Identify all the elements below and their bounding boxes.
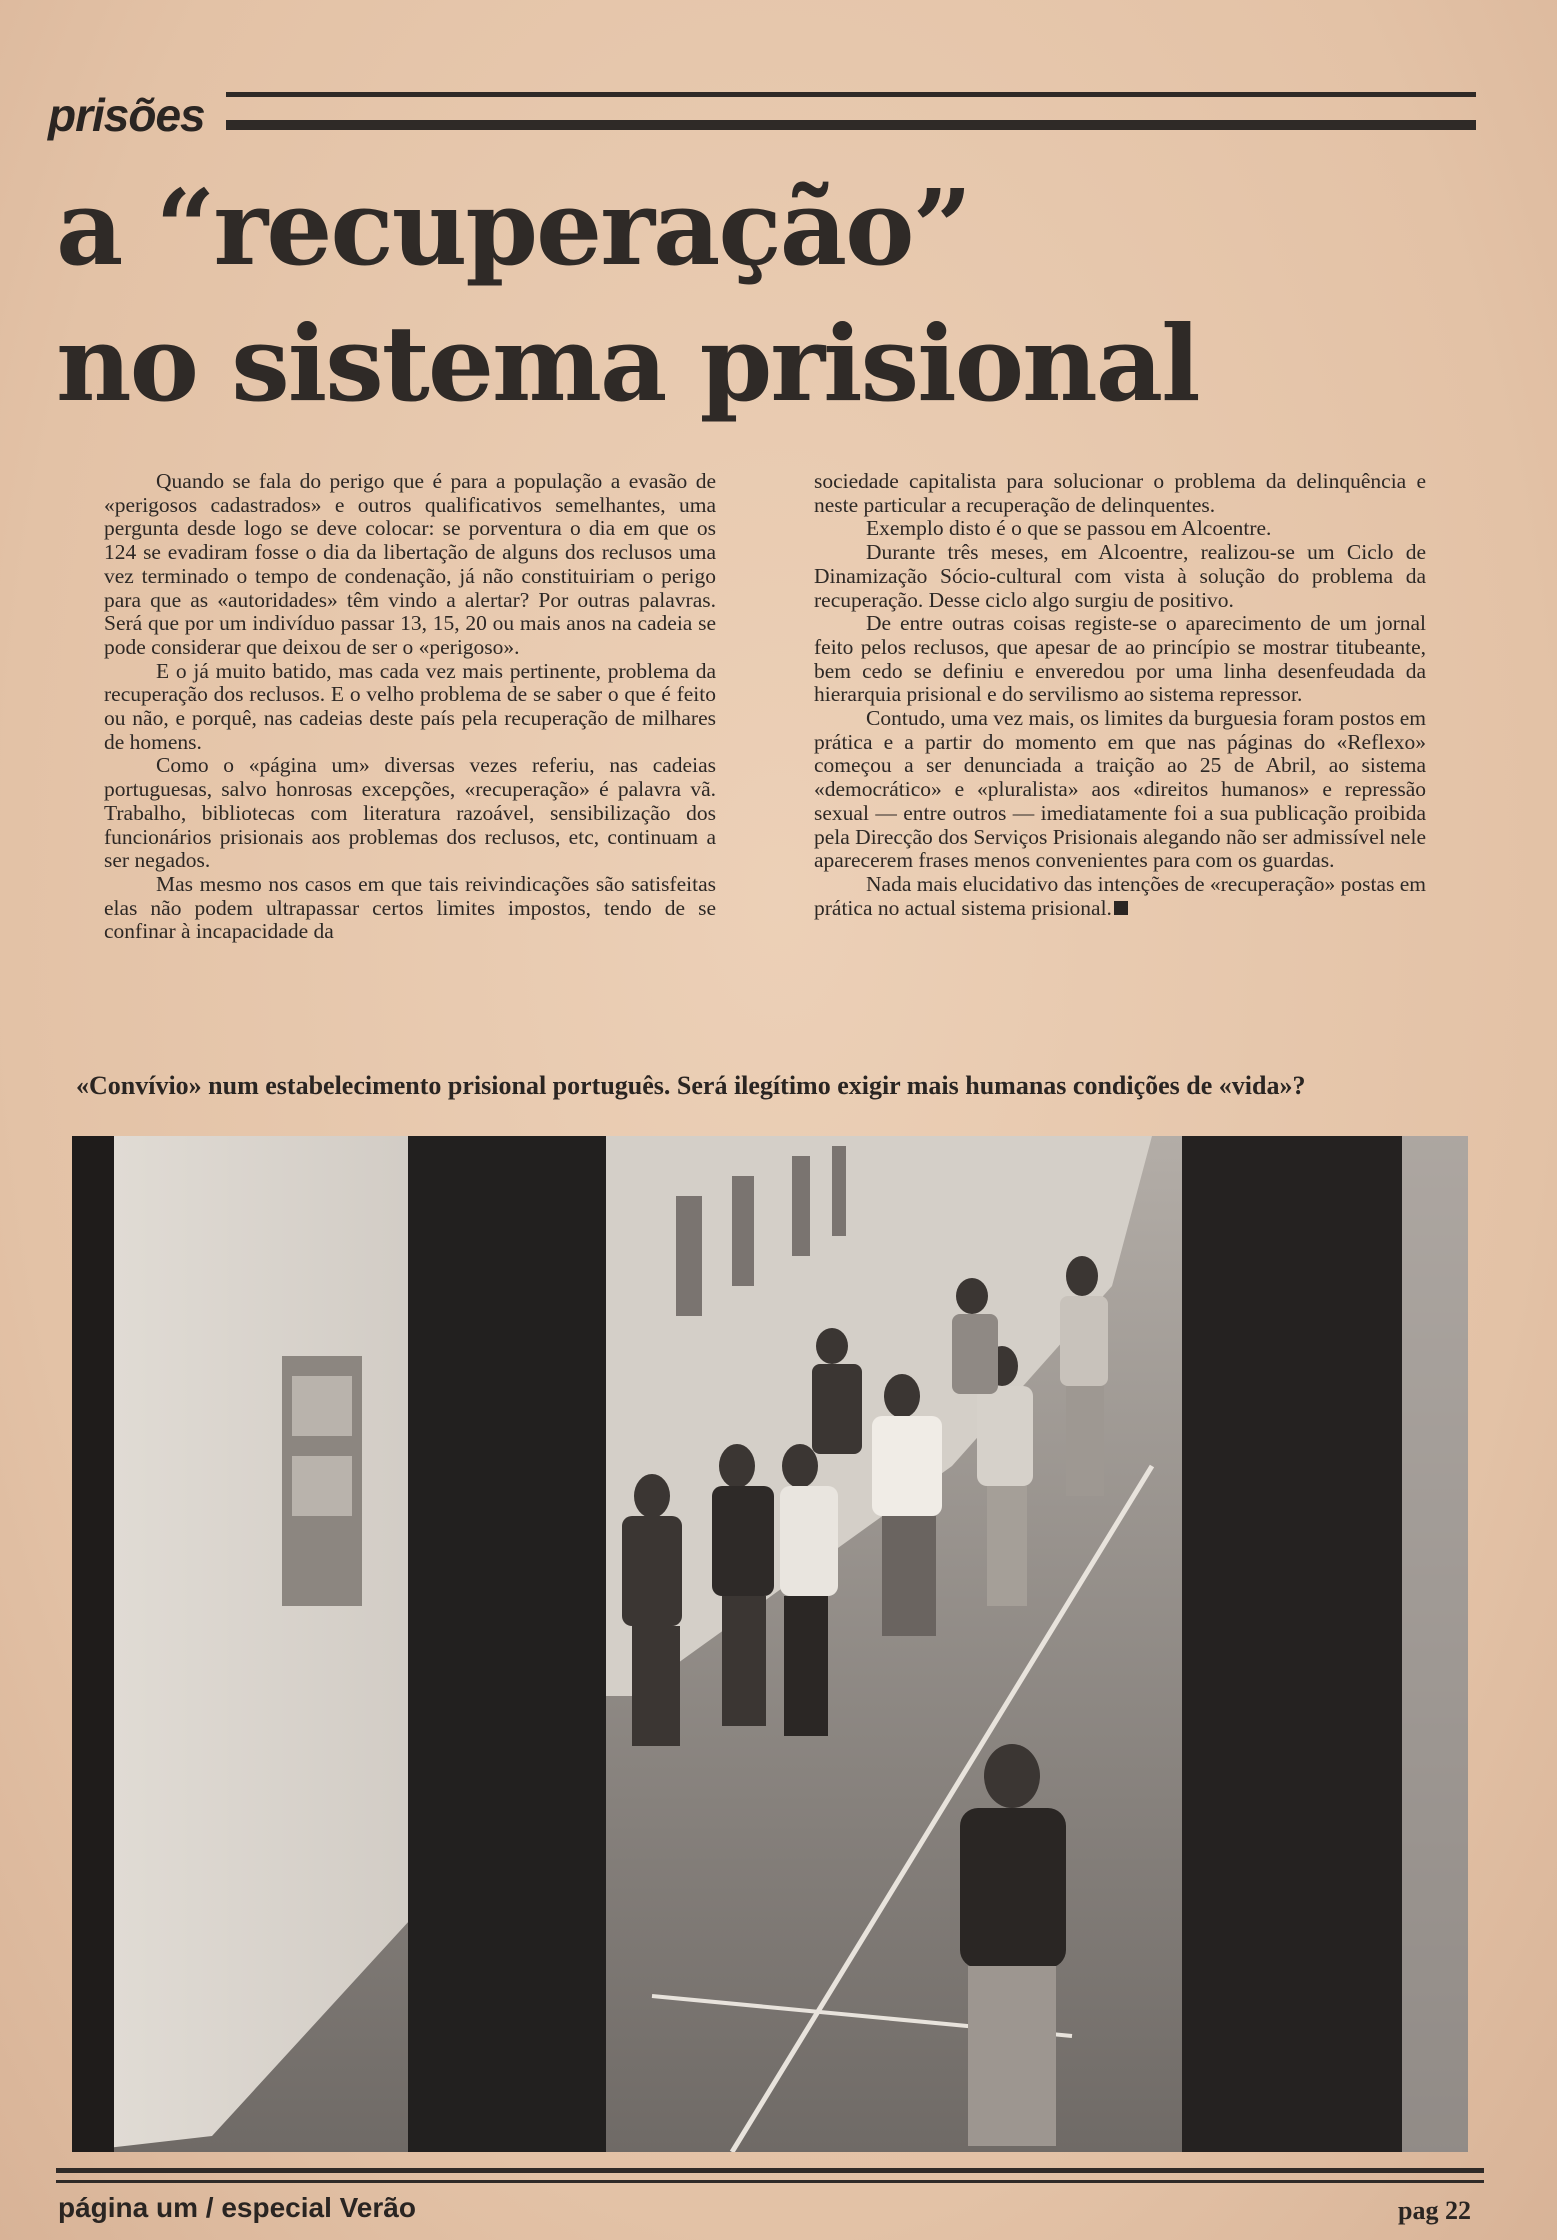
header-rule-thick [226, 120, 1476, 130]
photo-caption: «Convívio» num estabelecimento prisional português. Será ilegítimo exigir mais humanas condições de «vida»? [76, 1071, 1306, 1100]
paragraph: Contudo, uma vez mais, os limites da burguesia foram postos em prática e a partir do momento em que nas páginas do «Reflexo» começou a ser denunciada a traição ao 25 de Abril, ao sistema «democrático» e «pluralista» aos «direitos humanos» e repressão sexual — entre outros — imediatamente foi a sua publicação proibida pela Direcção dos Serviços Prisionais alegando não ser admissível nele aparecerem frases menos convenientes para com os guardas. [814, 706, 1426, 873]
section-label: prisões [48, 89, 205, 141]
prison-yard-photo [72, 1136, 1468, 2152]
publication-name: página um / especial Verão [58, 2192, 416, 2223]
article-headline [56, 160, 1256, 432]
article-column-right [814, 470, 1426, 920]
footer-rule-thin [56, 2180, 1484, 2183]
paragraph: Durante três meses, em Alcoentre, realizou-se um Ciclo de Dinamização Sócio-cultural com vista à solução do problema da recuperação. Desse ciclo algo surgiu de positivo. [814, 540, 1426, 612]
footer-rule-thick [56, 2168, 1484, 2173]
photo-illustration [72, 1136, 1468, 2152]
paragraph-final: Nada mais elucidativo das intenções de «recuperação» postas em prática no actual sistema prisional. [814, 871, 1426, 920]
page-number: pag 22 [1398, 2196, 1471, 2225]
paragraph: Quando se fala do perigo que é para a população a evasão de «perigosos cadastrados» e outros qualificativos semelhantes, uma pergunta desde logo se deve colocar: se porventura o dia em que os 124 se evadiram fosse o dia da libertação de alguns dos reclusos uma vez terminado o tempo de condenação, já não constituiriam o perigo para que as «autoridades» têm vindo a alertar? Por outras palavras. Será que por um indivíduo passar 13, 15, 20 ou mais anos na cadeia se pode considerar que deixou de ser o «perigoso». [104, 469, 716, 659]
paragraph: Exemplo disto é o que se passou em Alcoentre. [866, 516, 1272, 541]
headline-line-1: a “recuperação” [56, 166, 971, 289]
headline-line-2: no sistema prisional [56, 302, 1199, 425]
article-column-left [104, 470, 716, 944]
paragraph: E o já muito batido, mas cada vez mais pertinente, problema da recuperação dos reclusos. E o velho problema de se saber o que é feito ou não, e porquê, nas cadeias deste país pela recuperação de milhares de homens. [104, 658, 716, 754]
paragraph: Mas mesmo nos casos em que tais reivindicações são satisfeitas elas não podem ultrapassar certos limites impostos, tendo de se confinar à incapacidade da [104, 871, 716, 944]
end-of-article-mark [1114, 901, 1128, 915]
header-rule-thin [226, 92, 1476, 97]
paragraph: De entre outras coisas registe-se o aparecimento de um jornal feito pelos reclusos, que apesar de ao princípio se mostrar titubeante, bem cedo se definiu e enveredou por uma linha desenfeudada da hierarquia prisional e do servilismo ao sistema repressor. [814, 611, 1426, 707]
paragraph: Como o «página um» diversas vezes referiu, nas cadeias portuguesas, salvo honrosas excepções, «recuperação» é palavra vã. Trabalho, bibliotecas com literatura razoável, sensibilização dos funcionários prisionais aos problemas dos reclusos, etc, continuam a ser negados. [104, 753, 716, 873]
paragraph: sociedade capitalista para solucionar o problema da delinquência e neste particular a recuperação de delinquentes. [814, 469, 1426, 517]
